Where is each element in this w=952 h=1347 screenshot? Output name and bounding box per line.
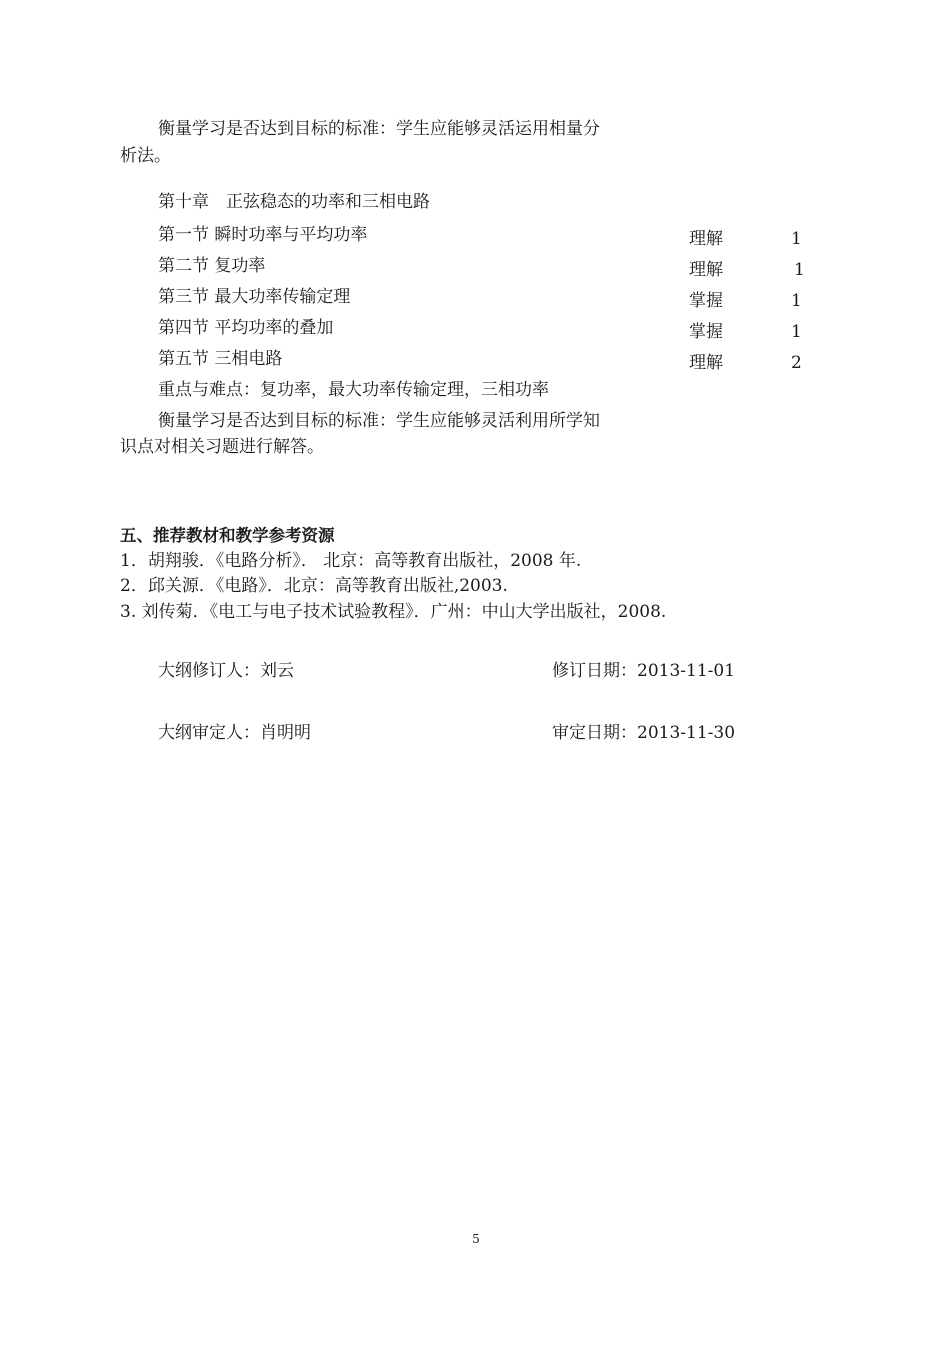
approver: 大纲审定人：肖明明 [158,723,311,743]
references-heading: 五、推荐教材和教学参考资源 [120,526,335,545]
section-title: 第四节 平均功率的叠加 [158,318,334,338]
intro-standard-line1: 衡量学习是否达到目标的标准：学生应能够灵活运用相量分 [158,119,600,139]
key-points: 重点与难点：复功率，最大功率传输定理，三相功率 [158,380,549,400]
reference-item: 2．邱关源．《电路》．北京：高等教育出版社,2003. [120,576,508,596]
section-title: 第一节 瞬时功率与平均功率 [158,225,368,245]
revise-date: 修订日期：2013-11-01 [552,661,736,681]
section-title: 第五节 三相电路 [158,349,283,369]
section-hours: 2 [791,353,802,373]
section-hours: 1 [791,322,802,342]
chapter-title: 第十章 正弦稳态的功率和三相电路 [158,192,430,212]
page-number: 5 [472,1232,480,1246]
section-level: 理解 [689,353,723,373]
section-hours: 1 [791,229,802,249]
reference-item: 3. 刘传菊．《电工与电子技术试验教程》．广州：中山大学出版社，2008. [120,602,667,622]
section-title: 第三节 最大功率传输定理 [158,287,351,307]
section-hours: 1 [794,260,805,280]
section-level: 理解 [689,260,723,280]
section-hours: 1 [791,291,802,311]
chapter-standard-line1: 衡量学习是否达到目标的标准：学生应能够灵活利用所学知 [158,411,600,431]
reference-item: 1．胡翔骏．《电路分析》． 北京：高等教育出版社，2008 年. [120,551,582,571]
intro-standard-line2: 析法。 [120,146,171,166]
section-level: 理解 [689,229,723,249]
section-level: 掌握 [689,291,723,311]
section-level: 掌握 [689,322,723,342]
reviser: 大纲修订人：刘云 [158,661,294,681]
approve-date: 审定日期：2013-11-30 [552,723,736,743]
chapter-standard-line2: 识点对相关习题进行解答。 [120,437,324,457]
section-title: 第二节 复功率 [158,256,266,276]
